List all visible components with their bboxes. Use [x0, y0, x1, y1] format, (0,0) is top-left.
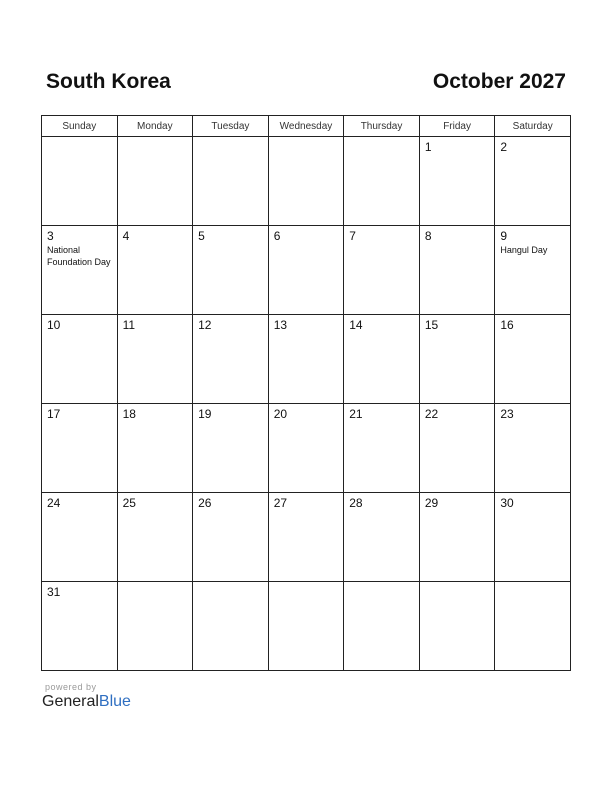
- day-cell[interactable]: [42, 315, 118, 404]
- day-number: 28: [349, 496, 363, 510]
- day-number: 4: [122, 229, 130, 243]
- day-cell[interactable]: [268, 493, 344, 582]
- day-cell[interactable]: [344, 226, 420, 315]
- day-number: 11: [122, 318, 136, 332]
- day-cell[interactable]: [495, 315, 571, 404]
- empty-day-cell: [268, 582, 344, 671]
- day-number: 7: [349, 229, 356, 243]
- empty-day-cell: [495, 582, 571, 671]
- day-number: 2: [500, 140, 508, 154]
- weekday-saturday: Saturday: [495, 116, 571, 137]
- day-number: 31: [47, 585, 61, 599]
- logo-general-text: General: [42, 693, 99, 710]
- weekday-thursday: Thursday: [344, 116, 420, 137]
- day-number: 8: [424, 229, 432, 243]
- empty-day-cell: [419, 582, 495, 671]
- calendar-header: [46, 70, 566, 98]
- day-number: 6: [273, 229, 281, 243]
- day-cell[interactable]: [193, 226, 269, 315]
- calendar-grid: [41, 115, 571, 671]
- day-number: 15: [424, 318, 439, 332]
- day-number: 17: [47, 407, 61, 421]
- day-number: 19: [198, 407, 212, 421]
- day-cell[interactable]: [193, 315, 269, 404]
- empty-day-cell: [117, 137, 193, 226]
- day-cell[interactable]: [419, 493, 495, 582]
- day-cell[interactable]: [42, 582, 118, 671]
- empty-day-cell: [193, 137, 269, 226]
- month-year-title: October 2027: [432, 70, 566, 93]
- day-number: 26: [198, 496, 212, 510]
- day-number: 5: [198, 229, 205, 243]
- logo-blue-text: Blue: [98, 693, 131, 710]
- holiday-label: Hangul Day: [500, 245, 548, 255]
- week-row: [42, 493, 571, 582]
- day-cell[interactable]: [117, 226, 193, 315]
- day-cell[interactable]: [117, 493, 193, 582]
- day-cell[interactable]: [42, 226, 118, 315]
- day-cell[interactable]: [344, 404, 420, 493]
- day-cell[interactable]: [419, 137, 495, 226]
- day-cell[interactable]: [419, 315, 495, 404]
- day-cell[interactable]: [419, 226, 495, 315]
- day-cell[interactable]: [193, 404, 269, 493]
- country-title: South Korea: [46, 70, 171, 93]
- day-number: 14: [349, 318, 363, 332]
- week-row: [42, 582, 571, 671]
- day-cell[interactable]: [495, 404, 571, 493]
- day-number: 1: [424, 140, 432, 154]
- day-cell[interactable]: [495, 137, 571, 226]
- day-number: 29: [424, 496, 439, 510]
- day-number: 25: [122, 496, 136, 510]
- day-number: 12: [198, 318, 212, 332]
- day-number: 13: [273, 318, 288, 332]
- day-cell[interactable]: [193, 493, 269, 582]
- day-cell[interactable]: [42, 493, 118, 582]
- empty-day-cell: [42, 137, 118, 226]
- day-cell[interactable]: [495, 226, 571, 315]
- week-row: [42, 226, 571, 315]
- powered-by-label: powered by: [45, 682, 97, 692]
- day-cell[interactable]: [268, 315, 344, 404]
- week-row: [42, 404, 571, 493]
- generalblue-logo[interactable]: [42, 693, 131, 711]
- day-cell[interactable]: [117, 315, 193, 404]
- weekday-header-row: [42, 116, 571, 137]
- day-cell[interactable]: [495, 493, 571, 582]
- day-number: 27: [273, 496, 288, 510]
- day-number: 22: [424, 407, 439, 421]
- empty-day-cell: [268, 137, 344, 226]
- weekday-friday: Friday: [419, 116, 495, 137]
- day-number: 24: [47, 496, 61, 510]
- day-number: 30: [500, 496, 514, 510]
- day-number: 20: [273, 407, 288, 421]
- brand-footer: [42, 682, 131, 711]
- weekday-sunday: Sunday: [42, 116, 118, 137]
- day-number: 10: [47, 318, 61, 332]
- day-cell[interactable]: [117, 404, 193, 493]
- day-number: 18: [122, 407, 136, 421]
- day-number: 9: [500, 229, 508, 243]
- day-cell[interactable]: [419, 404, 495, 493]
- week-row: [42, 315, 571, 404]
- day-number: 16: [500, 318, 514, 332]
- empty-day-cell: [344, 582, 420, 671]
- day-number: 21: [349, 407, 363, 421]
- day-cell[interactable]: [344, 493, 420, 582]
- day-cell[interactable]: [344, 315, 420, 404]
- empty-day-cell: [117, 582, 193, 671]
- weekday-tuesday: Tuesday: [193, 116, 269, 137]
- day-cell[interactable]: [268, 404, 344, 493]
- day-cell[interactable]: [42, 404, 118, 493]
- day-number: 23: [500, 407, 514, 421]
- empty-day-cell: [193, 582, 269, 671]
- holiday-label: National Foundation Day: [47, 245, 111, 267]
- empty-day-cell: [344, 137, 420, 226]
- weekday-wednesday: Wednesday: [268, 116, 344, 137]
- week-row: [42, 137, 571, 226]
- day-cell[interactable]: [268, 226, 344, 315]
- weekday-monday: Monday: [117, 116, 193, 137]
- day-number: 3: [47, 229, 54, 243]
